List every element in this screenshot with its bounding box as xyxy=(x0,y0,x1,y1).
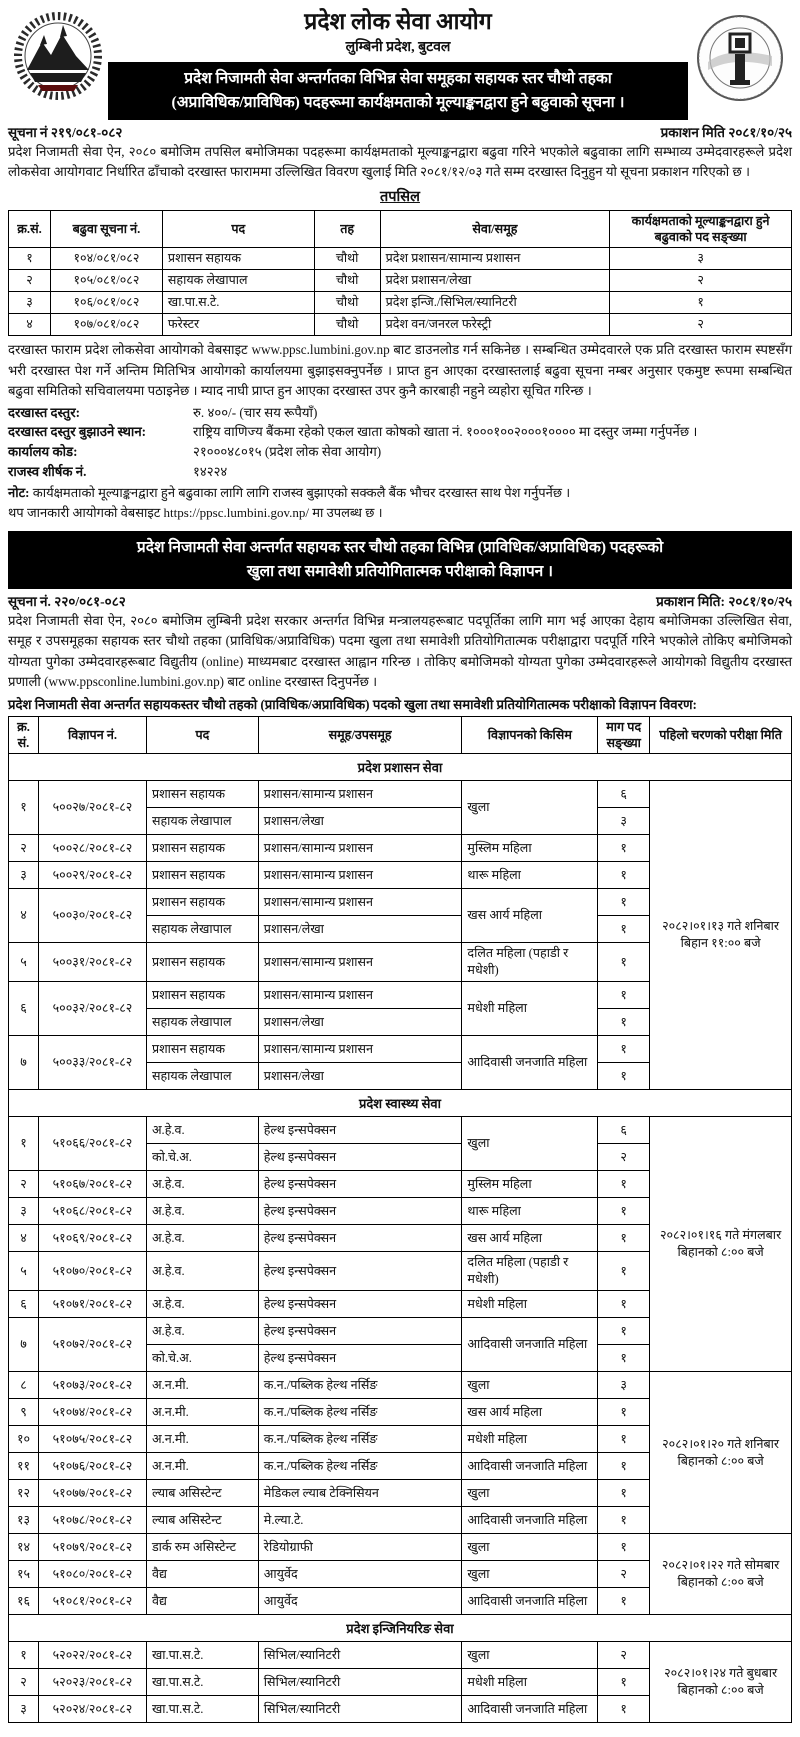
group-name: प्रशासन/सामान्य प्रशासन xyxy=(258,982,462,1009)
demand-count: १ xyxy=(598,1009,650,1036)
section-header-row xyxy=(9,1090,792,1117)
advert-type: थारू महिला xyxy=(462,862,598,889)
advert-type: खुला xyxy=(462,1480,598,1507)
advert-type: खुला xyxy=(462,1534,598,1561)
section-title: प्रदेश इन्जिनियरिङ सेवा xyxy=(9,1615,792,1642)
advert-table-header-row xyxy=(9,716,792,754)
exam-date: २०८२।०१।१६ गते मंगलबार बिहानको ८:०० बजे xyxy=(650,1117,792,1372)
serial-number: ६ xyxy=(9,1291,39,1318)
column-header: क्र. सं. xyxy=(9,716,39,754)
demand-count: १ xyxy=(598,835,650,862)
group-name: हेल्थ इन्सपेक्सन xyxy=(258,1345,462,1372)
banner2-line2: खुला तथा समावेशी प्रतियोगितात्मक परीक्षाको विज्ञापन । xyxy=(246,562,553,580)
group-name: प्रशासन/लेखा xyxy=(258,1063,462,1090)
demand-count: १ xyxy=(598,1507,650,1534)
ppsc-seal-icon xyxy=(694,10,786,110)
serial-number: १ xyxy=(9,781,39,835)
group-name: हेल्थ इन्सपेक्सन xyxy=(258,1144,462,1171)
demand-count: १ xyxy=(598,1036,650,1063)
advert-type: खुला xyxy=(462,781,598,835)
advert-number: ५१०७४/२०८१-८२ xyxy=(38,1399,146,1426)
nepal-emblem-logo xyxy=(8,6,108,110)
advert-type: मधेशी महिला xyxy=(462,1426,598,1453)
advert-type: मुस्लिम महिला xyxy=(462,835,598,862)
table-row xyxy=(9,292,792,314)
serial-number: ६ xyxy=(9,982,39,1036)
post-name: ल्याब असिस्टेन्ट xyxy=(146,1480,258,1507)
advert-number: ५००२७/२०८१-८२ xyxy=(38,781,146,835)
group-name: प्रशासन/सामान्य प्रशासन xyxy=(258,943,462,982)
group-name: मेडिकल ल्याब टेक्निसियन xyxy=(258,1480,462,1507)
demand-count: १ xyxy=(598,862,650,889)
advert-type: खुला xyxy=(462,1372,598,1399)
notice2-body: प्रदेश निजामती सेवा ऐन, २०८० बमोजिम लुम्बिनी प्रदेश सरकार अन्तर्गत विभिन्न मन्त्रालयहरूबाट पदपूर्तिका लागि माग भई आएका देहाय बमोजिमका उल्लिखित सेवा, समूह र उपसमूहका सहायक स्तर चौथो तहका (प्राविधिक/अप्राविधिक) पदमा खुला तथा समावेशी प्रतियोगितात्मक परीक्षाद्वारा पदपूर्ति गरिने भएकोले तोकिए बमोजिमको योग्यता पुगेका उम्मेदवारहरूबाट विद्युतीय (online) माध्यमबाट दरखास्त आह्वान गरिन्छ । तोकिए बमोजिमको योग्यता पुगेका उम्मेदवारहरूले आयोगको विद्युतीय दरखास्त प्रणाली (www.ppsconline.lumbini.gov.np) बाट online दरखास्त दिनुपर्नेछ । xyxy=(8,612,792,690)
notice1-publish-date: प्रकाशन मिति २०८१/१०/२५ xyxy=(660,124,792,140)
fee-value: १४२२४ xyxy=(193,464,228,479)
header-titles xyxy=(108,6,688,120)
serial-number: १ xyxy=(9,1642,39,1669)
post-name: खा.पा.स.टे. xyxy=(146,1696,258,1723)
demand-count: २ xyxy=(598,1642,650,1669)
post-name: सहायक लेखापाल xyxy=(146,1063,258,1090)
demand-count: १ xyxy=(598,1399,650,1426)
group-name: प्रशासन/सामान्य प्रशासन xyxy=(258,862,462,889)
serial-number: ३ xyxy=(9,1198,39,1225)
post-name: को.चे.अ. xyxy=(146,1144,258,1171)
table-cell: ३ xyxy=(610,248,792,270)
group-name: प्रशासन/लेखा xyxy=(258,916,462,943)
promotion-table xyxy=(8,210,792,337)
advert-number: ५१०६९/२०८१-८२ xyxy=(38,1225,146,1252)
table-cell: १०७/०८१/०८२ xyxy=(50,314,162,336)
advert-number: ५१०६७/२०८१-८२ xyxy=(38,1171,146,1198)
notice1-body2: दरखास्त फाराम प्रदेश लोकसेवा आयोगको वेबसाइट www.ppsc.lumbini.gov.np बाट डाउनलोड गर्न सकिनेछ । सम्बन्धित उम्मेदवारले एक प्रति दरखास्त फाराम स्पष्टसँग भरी दरखास्त पेश गर्ने अन्तिम मितिभित्र आयोगको कार्यालयमा बुझाइसक्नुपर्नेछ । प्राप्त हुन आएका दरखास्तलाई बढुवा सूचना नम्बर अनुसार एकमुष्ट रूपमा सम्बन्धित बढुवा समितिको सचिवालयमा पठाइनेछ । म्याद नाघी प्राप्त हुन आएका दरखास्त उपर कुनै कारबाही नहुने व्यहोरा सूचित गरिन्छ । xyxy=(8,342,792,399)
exam-date: २०८२।०१।२२ गते सोमबार बिहानको ८:०० बजे xyxy=(650,1534,792,1615)
banner2-line1: प्रदेश निजामती सेवा अन्तर्गत सहायक स्तर चौथो तहका विभिन्न (प्राविधिक/अप्राविधिक) पदहरूको xyxy=(136,538,664,556)
fee-value: २१०००४८०१५ (प्रदेश लोक सेवा आयोग) xyxy=(193,444,382,460)
advert-number: ५१०७७/२०८१-८२ xyxy=(38,1480,146,1507)
note-label: नोट: xyxy=(8,484,30,500)
post-name: अ.न.मी. xyxy=(146,1399,258,1426)
tapasil-heading: तपसिल xyxy=(380,188,420,205)
demand-count: ३ xyxy=(598,808,650,835)
advert-number: ५१०७९/२०८१-८२ xyxy=(38,1534,146,1561)
fee-label: दरखास्त दस्तुर: xyxy=(8,404,80,420)
advert-type: खस आर्य महिला xyxy=(462,1399,598,1426)
group-name: हेल्थ इन्सपेक्सन xyxy=(258,1318,462,1345)
table-cell: फरेस्टर xyxy=(162,314,314,336)
serial-number: ७ xyxy=(9,1036,39,1090)
advert-type: दलित महिला (पहाडी र मधेशी) xyxy=(462,943,598,982)
table-cell: ३ xyxy=(9,292,51,314)
post-name: अ.हे.व. xyxy=(146,1225,258,1252)
advert-type: आदिवासी जनजाति महिला xyxy=(462,1036,598,1090)
serial-number: २ xyxy=(9,1669,39,1696)
note-line xyxy=(8,483,792,503)
advertisement-table xyxy=(8,716,792,1724)
table-cell: २ xyxy=(610,314,792,336)
demand-count: १ xyxy=(598,1426,650,1453)
demand-count: १ xyxy=(598,1171,650,1198)
advert-type: मधेशी महिला xyxy=(462,1291,598,1318)
serial-number: ८ xyxy=(9,1372,39,1399)
advert-number: ५००२९/२०८१-८२ xyxy=(38,862,146,889)
table-cell: १ xyxy=(610,292,792,314)
post-name: सहायक लेखापाल xyxy=(146,808,258,835)
group-name: हेल्थ इन्सपेक्सन xyxy=(258,1225,462,1252)
demand-count: १ xyxy=(598,943,650,982)
advert-number: ५१०७६/२०८१-८२ xyxy=(38,1453,146,1480)
post-name: ल्याब असिस्टेन्ट xyxy=(146,1507,258,1534)
table-cell: चौथो xyxy=(314,270,380,292)
fee-row xyxy=(8,422,792,442)
org-location: लुम्बिनी प्रदेश, बुटवल xyxy=(345,39,451,55)
exam-date: २०८२।०१।२० गते शनिबार बिहानको ८:०० बजे xyxy=(650,1372,792,1534)
group-name: हेल्थ इन्सपेक्सन xyxy=(258,1291,462,1318)
group-name: प्रशासन/लेखा xyxy=(258,1009,462,1036)
post-name: अ.न.मी. xyxy=(146,1453,258,1480)
group-name: प्रशासन/सामान्य प्रशासन xyxy=(258,835,462,862)
post-name: अ.हे.व. xyxy=(146,1198,258,1225)
table-cell: खा.पा.स.टे. xyxy=(162,292,314,314)
advert-number: ५१०७१/२०८१-८२ xyxy=(38,1291,146,1318)
column-header: तह xyxy=(314,210,380,248)
post-name: अ.हे.व. xyxy=(146,1252,258,1291)
post-name: सहायक लेखापाल xyxy=(146,1009,258,1036)
column-header: विज्ञापनको किसिम xyxy=(462,716,598,754)
advert-type: आदिवासी जनजाति महिला xyxy=(462,1507,598,1534)
group-name: हेल्थ इन्सपेक्सन xyxy=(258,1198,462,1225)
fee-row xyxy=(8,442,792,462)
advert-type: आदिवासी जनजाति महिला xyxy=(462,1453,598,1480)
fee-label: राजस्व शीर्षक नं. xyxy=(8,464,87,479)
advert-number: ५००३३/२०८१-८२ xyxy=(38,1036,146,1090)
post-name: प्रशासन सहायक xyxy=(146,1036,258,1063)
post-name: अ.हे.व. xyxy=(146,1171,258,1198)
banner1-line2: (अप्राविधिक/प्राविधिक) पदहरूमा कार्यक्षमताको मूल्याङ्कनद्वारा हुने बढुवाको सूचना । xyxy=(171,93,625,111)
post-name: प्रशासन सहायक xyxy=(146,862,258,889)
post-name: खा.पा.स.टे. xyxy=(146,1642,258,1669)
post-name: डार्क रुम असिस्टेन्ट xyxy=(146,1534,258,1561)
notice1-number: सूचना नं २१९/०८१-०८२ xyxy=(8,124,123,140)
advert-type: आदिवासी जनजाति महिला xyxy=(462,1318,598,1372)
table-row xyxy=(9,781,792,808)
serial-number: २ xyxy=(9,1171,39,1198)
group-name: प्रशासन/सामान्य प्रशासन xyxy=(258,1036,462,1063)
table-cell: १ xyxy=(9,248,51,270)
group-name: क.न./पब्लिक हेल्थ नर्सिङ xyxy=(258,1399,462,1426)
promotion-notice-banner xyxy=(108,62,688,120)
demand-count: १ xyxy=(598,916,650,943)
post-name: प्रशासन सहायक xyxy=(146,943,258,982)
notice2-meta xyxy=(8,592,792,610)
serial-number: ११ xyxy=(9,1453,39,1480)
post-name: प्रशासन सहायक xyxy=(146,835,258,862)
post-name: अ.हे.व. xyxy=(146,1117,258,1144)
group-name: रेडियोग्राफी xyxy=(258,1534,462,1561)
table-cell: प्रदेश प्रशासन/लेखा xyxy=(380,270,610,292)
serial-number: १४ xyxy=(9,1534,39,1561)
table-row xyxy=(9,1117,792,1144)
post-name: प्रशासन सहायक xyxy=(146,889,258,916)
serial-number: १२ xyxy=(9,1480,39,1507)
promotion-table-header-row xyxy=(9,210,792,248)
serial-number: १३ xyxy=(9,1507,39,1534)
advert-number: ५१०६६/२०८१-८२ xyxy=(38,1117,146,1171)
exam-date: २०८२।०१।१३ गते शनिबार बिहान ११:०० बजे xyxy=(650,781,792,1090)
section-header-row xyxy=(9,1615,792,1642)
advert-number: ५१०७०/२०८१-८२ xyxy=(38,1252,146,1291)
fee-value: राष्ट्रिय वाणिज्य बैंकमा रहेको एकल खाता कोषको खाता नं. १०००१००२०००१०००० मा दस्तुर जम्मा गर्नुपर्नेछ । xyxy=(193,424,698,440)
serial-number: २ xyxy=(9,835,39,862)
table-cell: १०६/०८१/०८२ xyxy=(50,292,162,314)
table-cell: २ xyxy=(9,270,51,292)
fee-label: कार्यालय कोड: xyxy=(8,444,78,460)
advert-number: ५००३०/२०८१-८२ xyxy=(38,889,146,943)
group-name: सिभिल/स्यानिटरी xyxy=(258,1696,462,1723)
document-header xyxy=(8,6,792,120)
demand-count: ६ xyxy=(598,781,650,808)
serial-number: ९ xyxy=(9,1399,39,1426)
advert-type: थारू महिला xyxy=(462,1198,598,1225)
banner1-line1: प्रदेश निजामती सेवा अन्तर्गतका विभिन्न सेवा समूहका सहायक स्तर चौथो तहका xyxy=(184,69,612,87)
table-cell: चौथो xyxy=(314,314,380,336)
advert-type: आदिवासी जनजाति महिला xyxy=(462,1588,598,1615)
serial-number: ३ xyxy=(9,862,39,889)
column-header: कार्यक्षमताको मूल्याङ्कनद्वारा हुने बढुवाको पद सङ्ख्या xyxy=(610,210,792,248)
column-header: पहिलो चरणको परीक्षा मिति xyxy=(650,716,792,754)
group-name: मे.ल्या.टे. xyxy=(258,1507,462,1534)
group-name: हेल्थ इन्सपेक्सन xyxy=(258,1252,462,1291)
serial-number: ५ xyxy=(9,1252,39,1291)
fee-label: दरखास्त दस्तुर बुझाउने स्थान: xyxy=(8,424,147,440)
serial-number: १६ xyxy=(9,1588,39,1615)
table-cell: चौथो xyxy=(314,292,380,314)
advert-type: खस आर्य महिला xyxy=(462,889,598,943)
advert-type: खुला xyxy=(462,1117,598,1171)
column-header: बढुवा सूचना नं. xyxy=(50,210,162,248)
table-row xyxy=(9,1642,792,1669)
post-name: को.चे.अ. xyxy=(146,1345,258,1372)
fee-details xyxy=(8,403,792,482)
group-name: क.न./पब्लिक हेल्थ नर्सिङ xyxy=(258,1453,462,1480)
advert-number: ५००२८/२०८१-८२ xyxy=(38,835,146,862)
post-name: अ.न.मी. xyxy=(146,1426,258,1453)
post-name: खा.पा.स.टे. xyxy=(146,1669,258,1696)
section-title: प्रदेश प्रशासन सेवा xyxy=(9,754,792,781)
notice2-number: सूचना नं. २२०/०८१-०८२ xyxy=(8,593,126,609)
notice1-meta xyxy=(8,123,792,141)
column-header: माग पद सङ्ख्या xyxy=(598,716,650,754)
advert-number: ५१०८०/२०८१-८२ xyxy=(38,1561,146,1588)
demand-count: १ xyxy=(598,1588,650,1615)
advert-number: ५१०८१/२०८१-८२ xyxy=(38,1588,146,1615)
group-name: सिभिल/स्यानिटरी xyxy=(258,1642,462,1669)
advert-number: ५००३२/२०८१-८२ xyxy=(38,982,146,1036)
advert-number: ५१०७८/२०८१-८२ xyxy=(38,1507,146,1534)
table-cell: ४ xyxy=(9,314,51,336)
table-cell: प्रदेश इन्जि./सिभिल/स्यानिटरी xyxy=(380,292,610,314)
demand-count: १ xyxy=(598,1198,650,1225)
advert-type: खस आर्य महिला xyxy=(462,1225,598,1252)
advert-type: दलित महिला (पहाडी र मधेशी) xyxy=(462,1252,598,1291)
demand-count: १ xyxy=(598,1534,650,1561)
column-header: पद xyxy=(146,716,258,754)
advert-number: ५२०२४/२०८१-८२ xyxy=(38,1696,146,1723)
demand-count: १ xyxy=(598,1345,650,1372)
exam-advertisement-banner xyxy=(8,531,792,589)
table-cell: चौथो xyxy=(314,248,380,270)
advert-type: मधेशी महिला xyxy=(462,1669,598,1696)
table-cell: प्रशासन सहायक xyxy=(162,248,314,270)
table-cell: प्रदेश वन/जनरल फरेस्ट्री xyxy=(380,314,610,336)
demand-count: १ xyxy=(598,1453,650,1480)
notice1-body: प्रदेश निजामती सेवा ऐन, २०८० बमोजिम तपसिल बमोजिमका पदहरूमा कार्यक्षमताको मूल्याङ्कनद्वारा बढुवा गरिने भएकोले बढुवाका लागि सम्भाव्य उम्मेदवारहरूले प्रदेश लोकसेवा आयोगवाट निर्धारित ढाँचाको दरखास्त फाराममा उल्लिखित विवरण खुलाई मिति २०८१/१२/०३ गते सम्म दरखास्त दिनुहुन यो सूचना प्रकाशन गरिएको छ । xyxy=(8,143,792,180)
serial-number: १० xyxy=(9,1426,39,1453)
serial-number: ४ xyxy=(9,1225,39,1252)
table-cell: सहायक लेखापाल xyxy=(162,270,314,292)
group-name: आयुर्वेद xyxy=(258,1561,462,1588)
fee-row xyxy=(8,462,792,482)
advert-number: ५२०२३/२०८१-८२ xyxy=(38,1669,146,1696)
post-name: अ.हे.व. xyxy=(146,1291,258,1318)
group-name: हेल्थ इन्सपेक्सन xyxy=(258,1117,462,1144)
table-cell: प्रदेश प्रशासन/सामान्य प्रशासन xyxy=(380,248,610,270)
advert-type: खुला xyxy=(462,1642,598,1669)
note-text: कार्यक्षमताको मूल्याङ्कनद्वारा हुने बढुवाका लागि लागि राजस्व बुझाएको सक्कलै बैंक भौचर दरखास्त साथ पेश गर्नुपर्नेछ । xyxy=(29,484,571,500)
serial-number: ५ xyxy=(9,943,39,982)
advert-number: ५१०७३/२०८१-८२ xyxy=(38,1372,146,1399)
advert-number: ५००३१/२०८१-८२ xyxy=(38,943,146,982)
demand-count: १ xyxy=(598,1063,650,1090)
table-row xyxy=(9,248,792,270)
post-name: सहायक लेखापाल xyxy=(146,916,258,943)
group-name: हेल्थ इन्सपेक्सन xyxy=(258,1171,462,1198)
advert-table-intro: प्रदेश निजामती सेवा अन्तर्गत सहायकस्तर चौथो तहको (प्राविधिक/अप्राविधिक) पदको खुला तथा समावेशी प्रतियोगितात्मक परीक्षाको विज्ञापन विवरण: xyxy=(8,696,697,712)
column-header: पद xyxy=(162,210,314,248)
column-header: समूह/उपसमूह xyxy=(258,716,462,754)
more-info-line: थप जानकारी आयोगको वेबसाइट https://ppsc.lumbini.gov.np/ मा उपलब्ध छ । xyxy=(8,505,383,521)
table-row xyxy=(9,314,792,336)
group-name: क.न./पब्लिक हेल्थ नर्सिङ xyxy=(258,1426,462,1453)
group-name: प्रशासन/लेखा xyxy=(258,808,462,835)
table-cell: २ xyxy=(610,270,792,292)
advert-number: ५१०७२/२०८१-८२ xyxy=(38,1318,146,1372)
org-name: प्रदेश लोक सेवा आयोग xyxy=(304,9,492,34)
ppsc-seal-logo xyxy=(688,6,792,110)
column-header: क्र.सं. xyxy=(9,210,51,248)
advert-type: आदिवासी जनजाति महिला xyxy=(462,1696,598,1723)
table-cell: १०५/०८१/०८२ xyxy=(50,270,162,292)
post-name: वैद्य xyxy=(146,1588,258,1615)
demand-count: १ xyxy=(598,1696,650,1723)
post-name: अ.न.मी. xyxy=(146,1372,258,1399)
post-name: अ.हे.व. xyxy=(146,1318,258,1345)
advert-number: ५१०६८/२०८१-८२ xyxy=(38,1198,146,1225)
demand-count: १ xyxy=(598,982,650,1009)
demand-count: ६ xyxy=(598,1117,650,1144)
group-name: प्रशासन/सामान्य प्रशासन xyxy=(258,781,462,808)
demand-count: १ xyxy=(598,1669,650,1696)
column-header: विज्ञापन नं. xyxy=(38,716,146,754)
fee-value: रु. ४००/- (चार सय रूपैयाँ) xyxy=(193,404,318,420)
advert-number: ५१०७५/२०८१-८२ xyxy=(38,1426,146,1453)
demand-count: १ xyxy=(598,1291,650,1318)
section-header-row xyxy=(9,754,792,781)
nepal-emblem-icon xyxy=(10,10,106,110)
serial-number: ३ xyxy=(9,1696,39,1723)
demand-count: २ xyxy=(598,1144,650,1171)
advert-type: मधेशी महिला xyxy=(462,982,598,1036)
post-name: प्रशासन सहायक xyxy=(146,781,258,808)
demand-count: ३ xyxy=(598,1372,650,1399)
section-title: प्रदेश स्वास्थ्य सेवा xyxy=(9,1090,792,1117)
advert-type: मुस्लिम महिला xyxy=(462,1171,598,1198)
demand-count: १ xyxy=(598,1225,650,1252)
advert-type: खुला xyxy=(462,1561,598,1588)
serial-number: ७ xyxy=(9,1318,39,1372)
table-row xyxy=(9,270,792,292)
demand-count: १ xyxy=(598,889,650,916)
serial-number: १५ xyxy=(9,1561,39,1588)
fee-row xyxy=(8,403,792,423)
group-name: सिभिल/स्यानिटरी xyxy=(258,1669,462,1696)
exam-date: २०८२।०१।२४ गते बुधबार बिहानको ८:०० बजे xyxy=(650,1642,792,1723)
table-row xyxy=(9,1372,792,1399)
table-cell: १०४/०८१/०८२ xyxy=(50,248,162,270)
demand-count: १ xyxy=(598,1318,650,1345)
demand-count: २ xyxy=(598,1561,650,1588)
column-header: सेवा/समूह xyxy=(380,210,610,248)
demand-count: १ xyxy=(598,1252,650,1291)
serial-number: १ xyxy=(9,1117,39,1171)
post-name: प्रशासन सहायक xyxy=(146,982,258,1009)
post-name: वैद्य xyxy=(146,1561,258,1588)
group-name: आयुर्वेद xyxy=(258,1588,462,1615)
advert-number: ५२०२२/२०८१-८२ xyxy=(38,1642,146,1669)
group-name: क.न./पब्लिक हेल्थ नर्सिङ xyxy=(258,1372,462,1399)
serial-number: ४ xyxy=(9,889,39,943)
group-name: प्रशासन/सामान्य प्रशासन xyxy=(258,889,462,916)
table-row xyxy=(9,1534,792,1561)
demand-count: १ xyxy=(598,1480,650,1507)
notice2-publish-date: प्रकाशन मिति: २०८१/१०/२५ xyxy=(656,593,792,609)
